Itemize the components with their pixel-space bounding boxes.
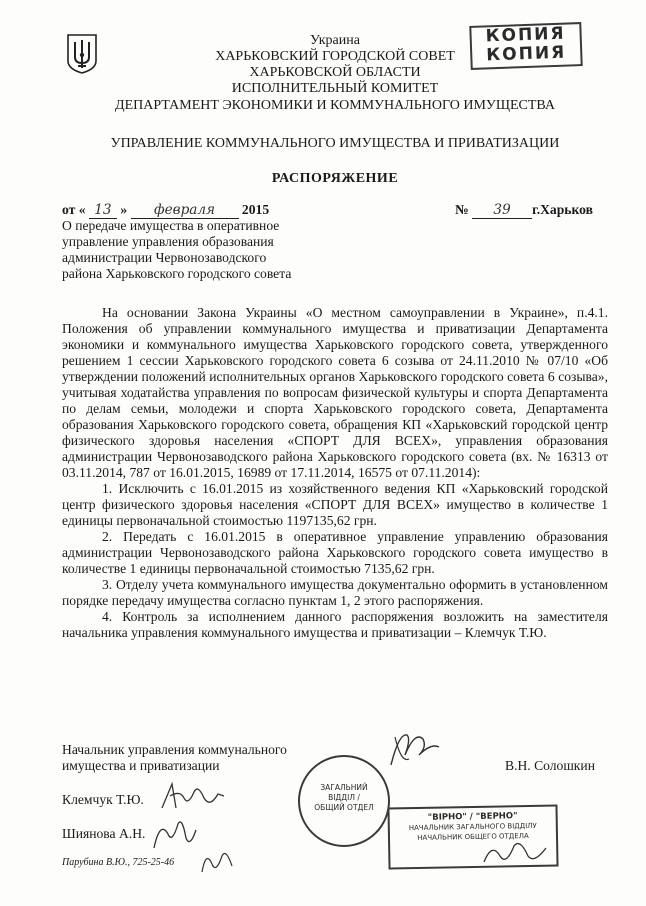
coat-of-arms-icon [66,33,98,75]
header-department: ДЕПАРТАМЕНТ ЭКОНОМИКИ И КОММУНАЛЬНОГО ИМУЩЕСТВА [115,98,555,113]
number-line [455,202,593,219]
header-committee: ИСПОЛНИТЕЛЬНЫЙ КОМИТЕТ [231,81,439,96]
verno-stamp-line: "ВІРНО" / "ВЕРНО" [427,811,518,823]
executor-signature-icon [198,846,238,876]
date-prefix: от « [62,202,86,217]
verno-signature-icon [480,838,550,868]
verno-stamp-line: НАЧАЛЬНИК ЗАГАЛЬНОГО ВІДДІЛУ [408,821,537,833]
shiyanova-signature-icon [150,814,200,852]
verno-stamp-line: НАЧАЛЬНИК ОБЩЕГО ОТДЕЛА [417,832,529,842]
copy-stamp-line2: КОПИЯ [486,42,567,66]
director-signature-icon [385,725,445,770]
item-4-paragraph: 4. Контроль за исполнением данного распоряжения возложить на заместителя начальника управления коммунального имущества и приватизации – Клемчук Т.Ю. [62,609,608,640]
approval-shiyanova: Шиянова А.Н. [62,826,146,841]
copy-stamp-line1: КОПИЯ [485,23,566,47]
date-line [62,202,269,219]
document-number: 39 [472,202,532,219]
signatory-name: В.Н. Солошкин [505,758,595,773]
body-text [62,305,608,641]
number-label: № [455,202,469,217]
klemchuk-signature-icon [158,780,228,812]
header-council: ХАРЬКОВСКИЙ ГОРОДСКОЙ СОВЕТ [215,49,455,64]
header-directorate: УПРАВЛЕНИЕ КОММУНАЛЬНОГО ИМУЩЕСТВА И ПРИВАТИЗАЦИИ [110,136,560,151]
header-country: Украина [310,33,360,48]
date-mid: » [120,202,128,217]
subject-line: управление управления образования [62,234,274,249]
general-stamp-line: ЗАГАЛЬНИЙ [320,783,368,792]
copy-stamp [469,22,582,70]
signatory-title-line2: имущества и приватизации [62,758,220,773]
subject-line: администрации Червонозаводского [62,250,267,265]
item-3-paragraph: 3. Отделу учета коммунального имущества документально оформить в установленном порядке передачу имущества согласно пунктам 1, 2 этого распоряжения. [62,577,608,608]
subject-line: района Харьковского городского совета [62,266,292,281]
city: г.Харьков [532,202,593,217]
signatory-title-line1: Начальник управления коммунального [62,742,287,757]
approval-klemchuk: Клемчук Т.Ю. [62,792,144,807]
date-year: 2015 [241,202,270,217]
general-stamp-line: ОБЩИЙ ОТДЕЛ [314,803,374,812]
date-day: 13 [89,202,117,219]
general-department-stamp [298,755,390,847]
item-1-paragraph: 1. Исключить с 16.01.2015 из хозяйственного ведения КП «Харьковский городской центр физического здоровья населения «СПОРТ ДЛЯ ВСЕХ» имущество в количестве 1 единицы первоначальной стоимостью 1197135,62 грн. [62,481,608,528]
executor-line: Парубина В.Ю., 725-25-46 [62,857,175,868]
date-month: февраля [131,202,239,219]
preamble-paragraph: На основании Закона Украины «О местном самоуправлении в Украине», п.4.1. Положения об управлении коммунального имущества и приватизации Департамента экономики и коммунального имущества Харьковского городского совета, утвержденного решением 1 сессии Харьковского городского совета 6 созыва от 24.11.2010 № 07/10 «Об утверждении положений исполнительных органов Харьковского городского совета 6 созыва», учитывая ходатайства управления по вопросам физической культуры и спорта Департамента по делам семьи, молодежи и спорта Харьковского городского совета, Департамента образования Харьковского городского совета, обращения КП «Харьковский городской центр физического здоровья населения «СПОРТ ДЛЯ ВСЕХ», управления образования администрации Червонозаводского района Харьковского городского совета (вх. № 16313 от 03.11.2014, 787 от 16.01.2015, 16989 от 17.11.2014, 16575 от 07.11.2014): [62,305,608,480]
subject-line: О передаче имущества в оперативное [62,218,280,233]
subject-block [62,218,332,282]
header-region: ХАРЬКОВСКОЙ ОБЛАСТИ [249,65,421,80]
item-2-paragraph: 2. Передать с 16.01.2015 в оперативное управление управлению образования администрации Червонозаводского района Харьковского городского совета имущество в количестве 1 единицы первоначальной стоимостью 7135,62 грн. [62,529,608,576]
document-type-title: РАСПОРЯЖЕНИЕ [271,171,399,186]
general-stamp-line: ВІДДІЛ / [328,793,360,802]
